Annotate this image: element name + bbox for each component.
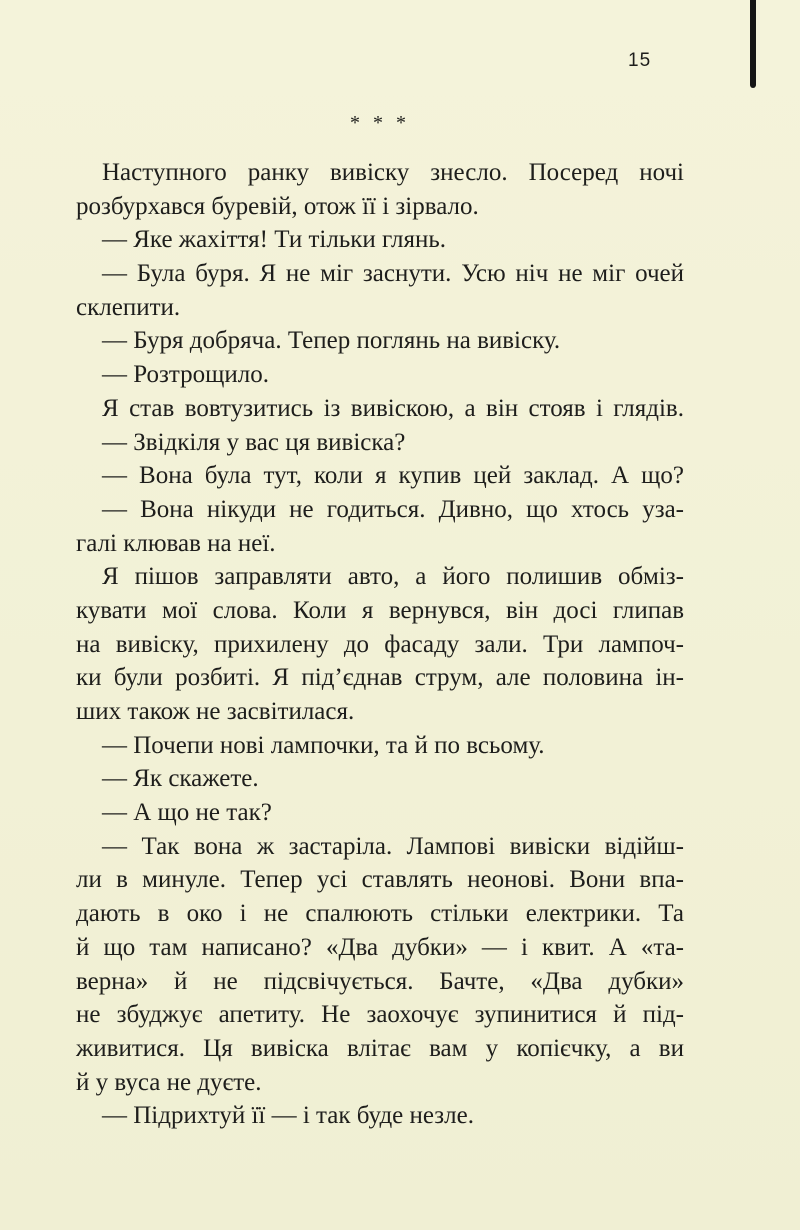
text-line: кувати мої слова. Коли я вернувся, він досі глипав [76,596,684,624]
text-line: — Почепи нові лампочки, та й по всьому. [102,731,545,759]
text-line: й у вуса не дуєте. [76,1068,262,1096]
text-line: Я пішов заправляти авто, а його полишив обміз- [102,563,684,591]
text-line: — Буря добряча. Тепер поглянь на вивіску. [102,327,561,355]
page-edge-mark [750,0,756,88]
text-line: розбурхався буревій, отож її і зірвало. [76,192,479,220]
page-number: 15 [628,50,652,71]
text-line: — Так вона ж застаріла. Лампові вивіски відійш- [102,832,684,860]
body-text [76,156,684,1133]
text-line: ки були розбиті. Я під’єднав струм, але половина ін- [76,664,684,692]
text-line: дають в око і не спалюють стільки електрики. Та [76,900,684,928]
text-line: склепити. [76,293,181,321]
text-line: не збуджує апетиту. Не заохочує зупинитися й під- [76,1001,684,1029]
text-line: на вивіску, прихилену до фасаду зали. Три лампоч- [76,630,684,658]
text-line: галі клював на неї. [76,529,276,557]
text-line: — Яке жахіття! Ти тільки глянь. [102,226,446,254]
text-line: — Вона була тут, коли я купив цей заклад. А що? [102,462,684,490]
text-line: — Була буря. Я не міг заснути. Усю ніч не міг очей [102,260,684,288]
text-line: Я став вовтузитись із вивіскою, а він стояв і глядів. [102,394,684,422]
text-line: — Звідкіля у вас ця вивіска? [102,428,406,456]
text-line: — Як скажете. [102,765,259,793]
text-line: — А що не так? [102,799,272,827]
text-line: й що там написано? «Два дубки» — і квит. А «та- [76,933,684,961]
text-line: — Вона нікуди не годиться. Дивно, що хтось уза- [102,495,684,523]
section-separator: * * * [350,112,410,134]
text-line: — Розтрощило. [102,361,269,389]
text-line: Наступного ранку вивіску знесло. Посеред ночі [102,159,684,186]
text-line: — Підрихтуй її — і так буде незле. [102,1102,474,1130]
text-line: ли в минуле. Тепер усі ставлять неонові. Вони впа- [76,866,684,894]
text-line: верна» й не підсвічується. Бачте, «Два дубки» [76,967,684,995]
text-line: живитися. Ця вивіска влітає вам у копієчку, а ви [76,1034,684,1062]
text-line: ших також не засвітилася. [76,698,355,725]
